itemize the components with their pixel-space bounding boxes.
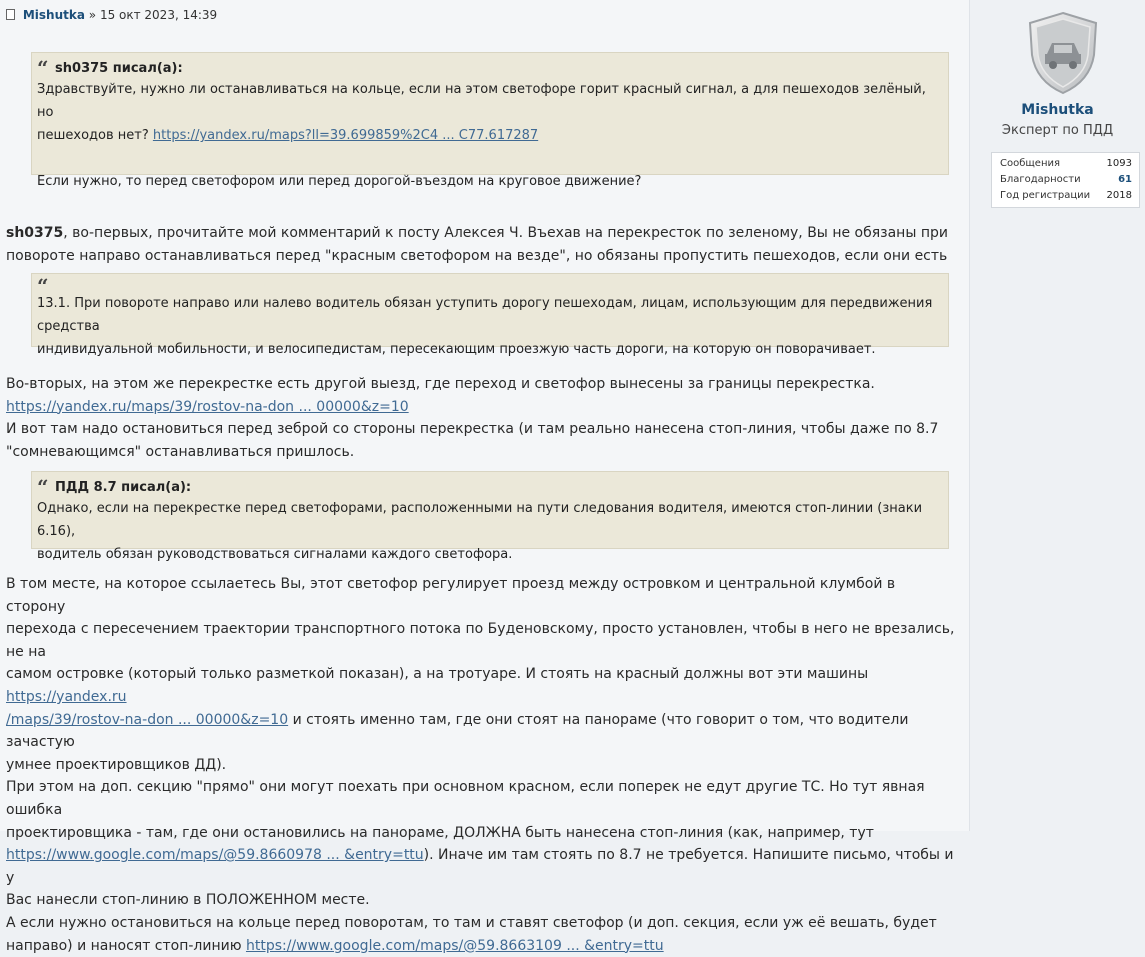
quote-block <box>31 273 949 357</box>
map-link[interactable]: https://www.google.com/maps/@59.8663109 ... &entry=ttu <box>245 937 664 954</box>
quote-text: Если нужно, то перед светофором или перед дорогой-въездом на круговое движение? <box>37 174 642 189</box>
quote-text: водитель обязан руководствоваться сигналами каждого светофора. <box>37 547 513 562</box>
quote-text: 13.1. При повороте направо или налево водитель обязан уступить дорогу пешеходам, лицам, использующим для передвижения средства <box>37 296 933 334</box>
shield-car-icon <box>1025 10 1101 96</box>
post-datetime: 15 окт 2023, 14:39 <box>99 8 218 22</box>
map-link[interactable]: https://yandex.ru/maps/39/rostov-na-don ... 00000&z=10 <box>6 398 409 415</box>
document-icon[interactable] <box>6 9 15 20</box>
post-separator: » <box>88 8 97 22</box>
post-paragraph: sh0375, во-первых, прочитайте мой комментарий к посту Алексея Ч. Въехав на перекресток по зеленому, Вы не обязаны при повороте направо останавливаться перед "красным светофором на везде", но обязаны пропустить пешеходов, если они есть <box>6 225 948 264</box>
stat-row-registration: Год регистрации 2018 <box>1000 190 1132 201</box>
quote-mark-icon: “ <box>37 56 49 80</box>
user-mention: sh0375 <box>6 225 64 241</box>
quote-author: sh0375 писал(а): <box>55 61 183 76</box>
stat-row-posts: Сообщения 1093 <box>1000 158 1132 169</box>
post-header <box>6 8 217 22</box>
post-paragraph: Во-вторых, на этом же перекрестке есть другой выезд, где переход и светофор вынесены за границы перекрестка. https://yandex.ru/maps/39/rostov-na-don ... 00000&z=10 И вот там надо остановиться перед зеброй со стороны перекрестка (и там реально нанесена стоп-линия, чтобы даже по 8.7 "сомневающимся" останавливаться пришлось. <box>6 376 939 460</box>
profile-stats <box>991 152 1140 208</box>
map-link[interactable]: https://yandex.ru/maps?ll=39.699859%2C4 ... C77.617287 <box>152 128 539 143</box>
post-author-link[interactable]: Mishutka <box>22 8 85 22</box>
quote-text: Здравствуйте, нужно ли останавливаться на кольце, если на этом светофоре горит красный сигнал, а для пешеходов зелёный, но <box>37 82 926 120</box>
profile-username[interactable]: Mishutka <box>1021 102 1094 118</box>
quote-author: ПДД 8.7 писал(а): <box>55 480 192 495</box>
map-link[interactable]: https://yandex.ru <box>6 688 127 705</box>
map-link[interactable]: /maps/39/rostov-na-don ... 00000&z=10 <box>6 711 289 728</box>
post-profile-sidebar <box>969 0 1145 831</box>
stat-row-thanks: Благодарности 61 <box>1000 174 1132 185</box>
thanks-count-link[interactable]: 61 <box>1118 174 1132 185</box>
quote-block <box>31 471 949 562</box>
quote-text: индивидуальной мобильности, и велосипедистам, пересекающим проезжую часть дороги, на которую он поворачивает. <box>37 342 876 357</box>
map-link[interactable]: https://www.google.com/maps/@59.8660978 ... &entry=ttu <box>6 847 424 864</box>
quote-mark-icon: “ <box>37 274 49 298</box>
quote-block <box>31 52 949 189</box>
quote-mark-icon: “ <box>37 475 49 499</box>
quote-text: Однако, если на перекрестке перед светофорами, расположенными на пути следования водителя, имеются стоп-линии (знаки 6.16), <box>37 501 923 539</box>
quote-text: пешеходов нет? <box>37 128 153 143</box>
avatar[interactable] <box>1025 10 1101 96</box>
post-paragraph: В том месте, на которое ссылаетесь Вы, этот светофор регулирует проезд между островком и центральной клумбой в сторону перехода с пересечением траектории транспортного потока по Буденовскому, просто установлен, чтобы в него не врезались, не на самом островке (который только разметкой показан), а на тротуаре. И стоять на красный должны вот эти машины https://yandex.ru /maps/39/rostov-na-don ... 00000&z=10 и стоять именно там, где они стоят на панораме (что говорит о том, что водители зачастую умнее проектировщиков ДД). При этом на доп. секцию "прямо" они могут поехать при основном красном, если поперек не едут другие ТС. Но тут явная ошибка проектировщика - там, где они остановились на панораме, ДОЛЖНА быть нанесена стоп-линия (как, например, тут https://www.google.com/maps/@59.8660978 ... &entry=ttu). Иначе им там стоять по 8.7 не требуется. Напишите письмо, чтобы и у Вас нанесли стоп-линию в ПОЛОЖЕННОМ месте. А если нужно остановиться на кольце перед поворотам, то там и ставят светофор (и доп. секция, если уж её вешать, будет направо) и наносят стоп-линию https://www.google.com/maps/@59.8663109 ... &entry=ttu <box>6 576 955 954</box>
profile-rank: Эксперт по ПДД <box>1001 123 1114 138</box>
